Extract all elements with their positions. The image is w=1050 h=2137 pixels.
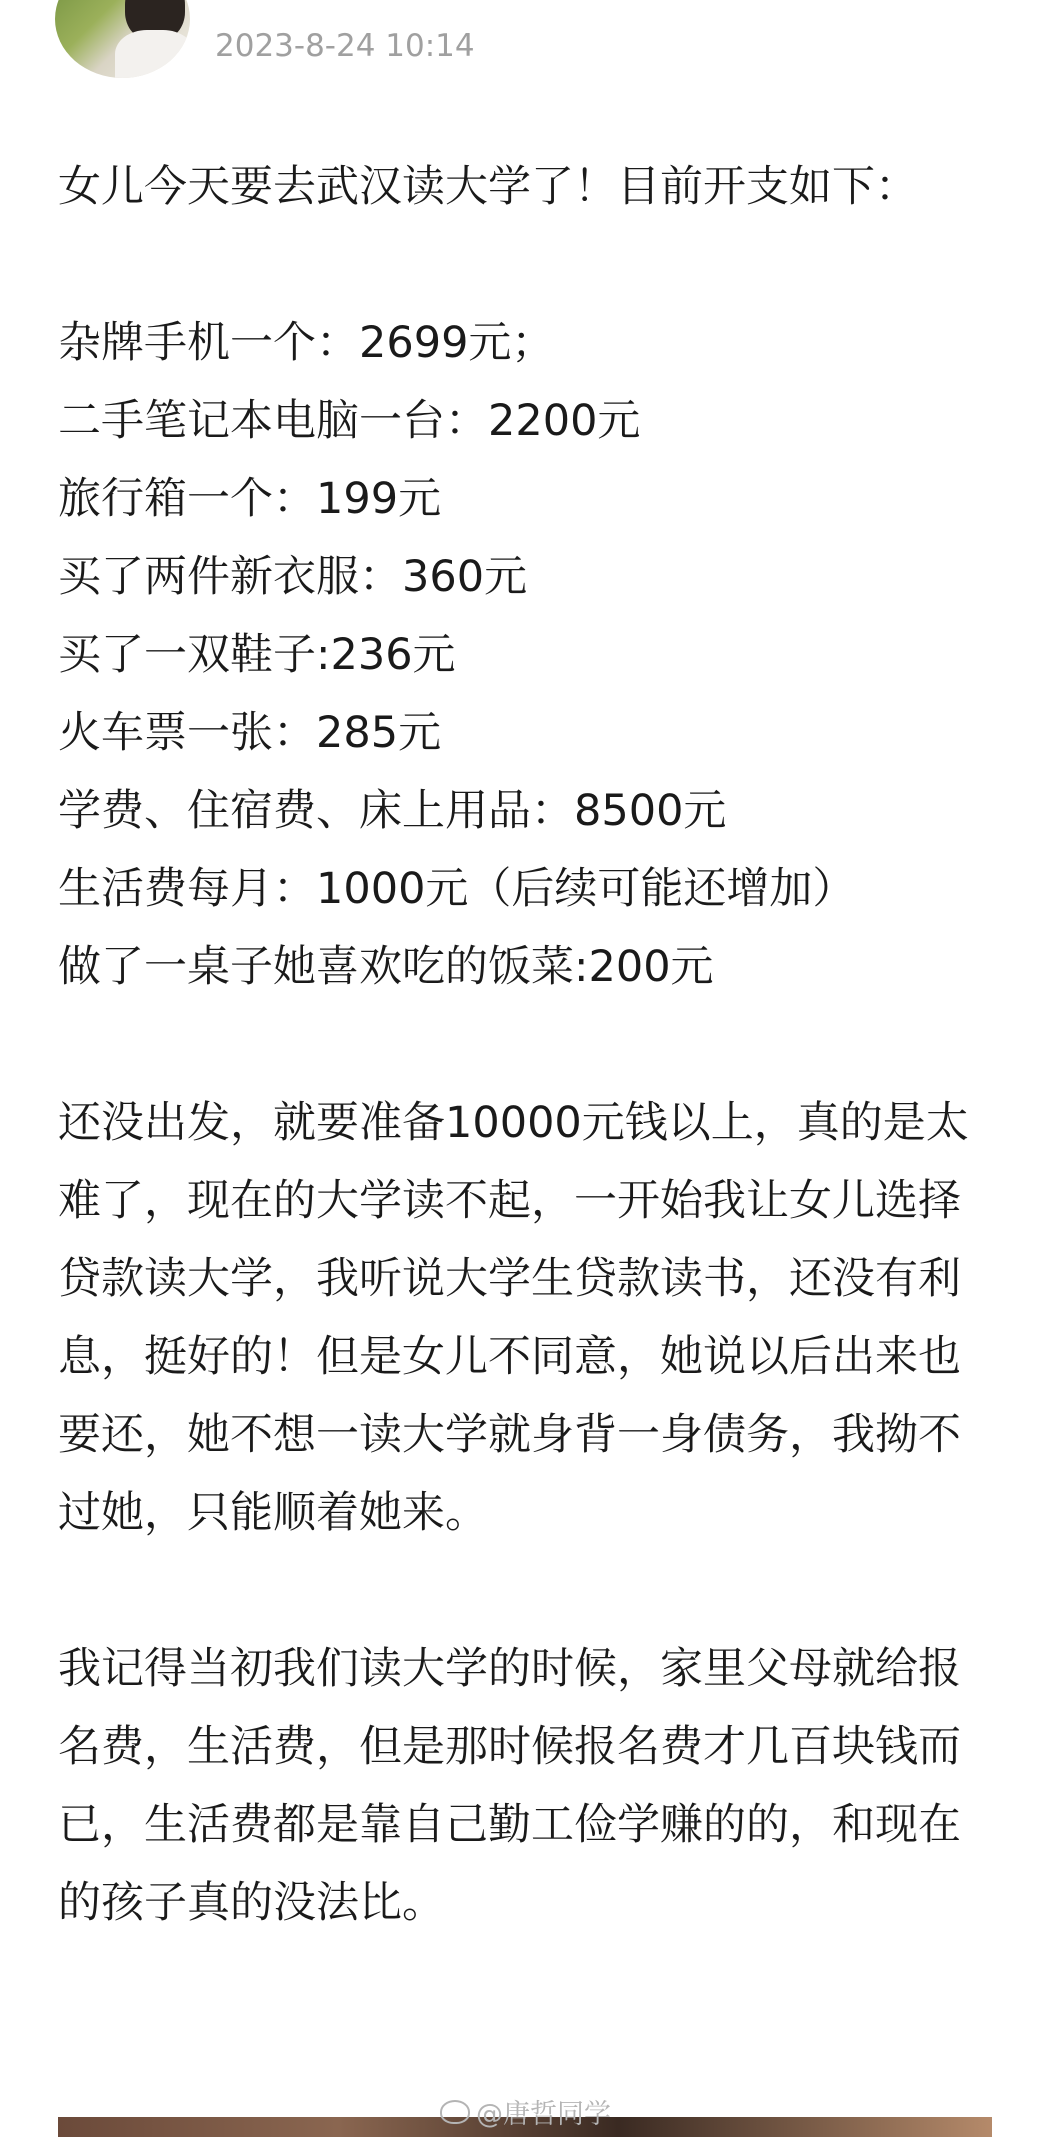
expense-item: 生活费每月：1000元（后续可能还增加） [58, 864, 856, 914]
avatar-shoulder [115, 30, 190, 78]
paragraph-memory: 我记得当初我们读大学的时候，家里父母就给报名费，生活费，但是那时候报名费才几百块钱而已，生活费都是靠自己勤工俭学赚的的，和现在的孩子真的没法比。 [58, 1644, 961, 1928]
author-avatar[interactable] [55, 0, 190, 78]
paragraph-cost: 还没出发，就要准备10000元钱以上，真的是太难了，现在的大学读不起，一开始我让女儿选择贷款读大学，我听说大学生贷款读书，还没有利息，挺好的！但是女儿不同意，她说以后出来也要还，她不想一读大学就身背一身债务，我拗不过她，只能顺着她来。 [58, 1098, 969, 1538]
expense-item: 做了一桌子她喜欢吃的饭菜:200元 [58, 942, 714, 992]
watermark [440, 2092, 611, 2131]
expense-item: 旅行箱一个：199元 [58, 474, 442, 524]
watermark-text: @唐哲同学 [476, 2099, 611, 2130]
post-header [0, 0, 1050, 100]
expense-item: 二手笔记本电脑一台：2200元 [58, 396, 641, 446]
spacer [58, 1006, 998, 1084]
post-timestamp: 2023-8-24 10:14 [215, 28, 475, 64]
spacer [58, 226, 998, 304]
spacer [58, 1552, 998, 1630]
expense-item: 买了一双鞋子:236元 [58, 630, 456, 680]
weibo-icon [440, 2100, 470, 2124]
expense-item: 杂牌手机一个：2699元； [58, 318, 555, 368]
intro-text: 女儿今天要去武汉读大学了！目前开支如下： [58, 162, 918, 212]
post-content [58, 148, 998, 1942]
expense-item: 火车票一张：285元 [58, 708, 442, 758]
expense-item: 学费、住宿费、床上用品：8500元 [58, 786, 727, 836]
expense-item: 买了两件新衣服：360元 [58, 552, 528, 602]
